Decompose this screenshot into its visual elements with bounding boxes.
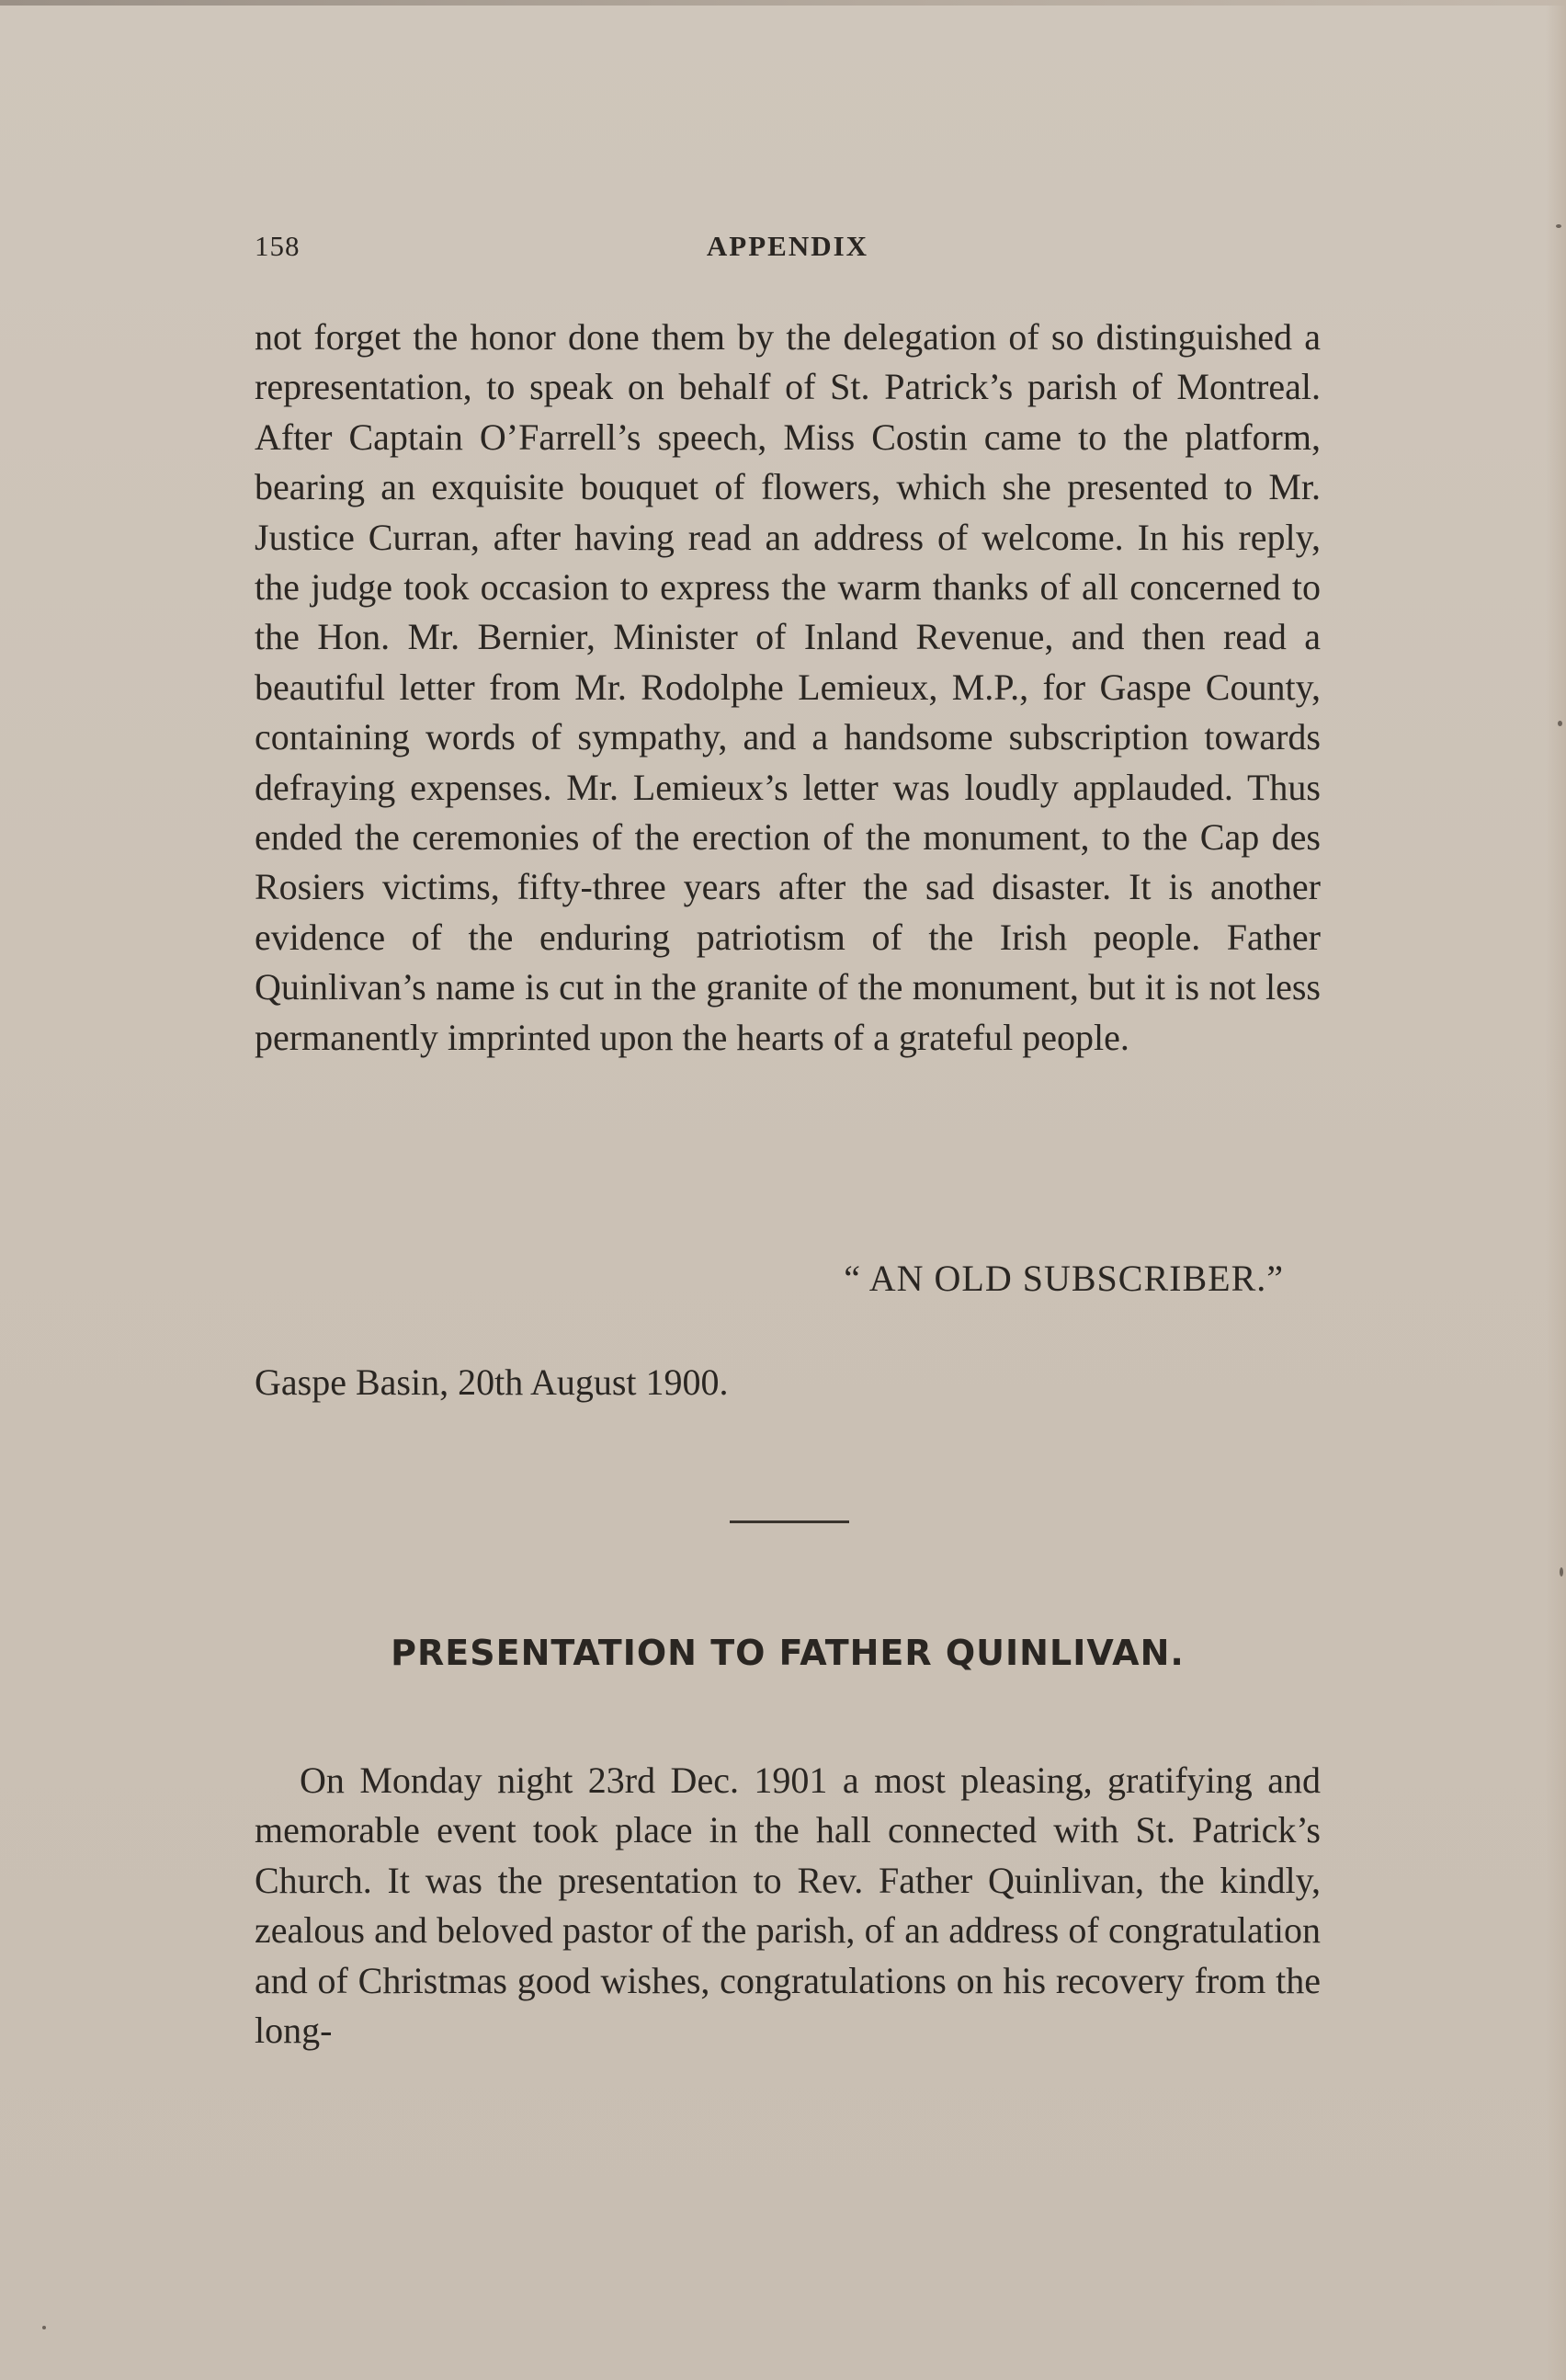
paper-speck [1558, 721, 1562, 726]
signature: “ AN OLD SUBSCRIBER.” [844, 1258, 1284, 1299]
paper-speck [42, 2326, 46, 2329]
section-title: PRESENTATION TO FATHER QUINLIVAN. [391, 1633, 1185, 1673]
dateline: Gaspe Basin, 20th August 1900. [255, 1361, 729, 1403]
paper-speck [1560, 1567, 1563, 1577]
page-number: 158 [255, 230, 301, 262]
page-top-edge [0, 0, 1566, 6]
paper-speck [1556, 224, 1561, 228]
page-right-edge [1546, 0, 1566, 2380]
body-paragraph: On Monday night 23rd Dec. 1901 a most pleasing, gratifying and memorable event took place in the hall connected with St. Patrick’s Church. It was the presentation to Rev. Father Quinlivan, the kindly, zealous and beloved pastor of the parish, of an address of congratulation and of Christmas good wishes, congratulations on his recovery from the long- [255, 1759, 1321, 2052]
running-head: APPENDIX [706, 230, 869, 262]
page-header [255, 230, 1321, 276]
body-paragraph: not forget the honor done them by the delegation of so distinguished a representation, to speak on behalf of St. Patrick’s parish of Montreal. After Captain O’Farrell’s speech, Miss Costin came to the platform, bearing an exquisite bouquet of flowers, which she presented to Mr. Justice Curran, after having read an address of welcome. In his reply, the judge took occasion to express the warm thanks of all concerned to the Hon. Mr. Bernier, Minister of Inland Revenue, and then read a beautiful letter from Mr. Rodolphe Lemieux, M.P., for Gaspe County, containing words of sympathy, and a handsome subscription towards defraying expenses. Mr. Lemieux’s letter was loudly applauded. Thus ended the ceremonies of the erection of the monument, to the Cap des Rosiers victims, fifty-three years after the sad disaster. It is another evidence of the enduring patriotism of the Irish people. Father Quinlivan’s name is cut in the granite of the monument, but it is not less permanently imprinted upon the hearts of a grateful people. [255, 316, 1321, 1058]
section-divider [730, 1520, 849, 1523]
